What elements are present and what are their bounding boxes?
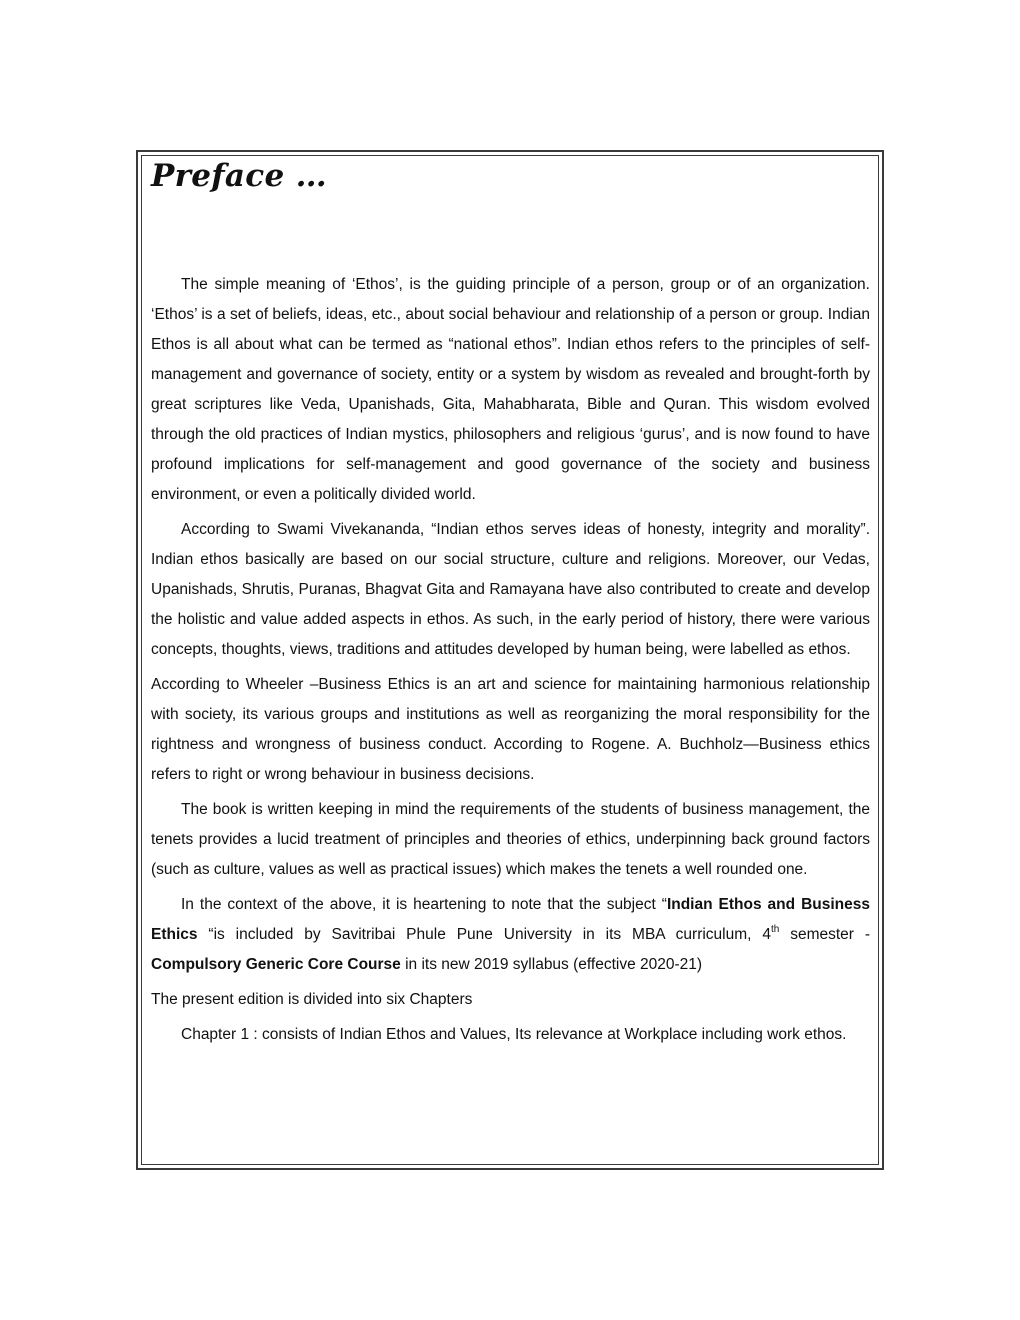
subject-name: Indian Ethos and Business Ethics: [151, 896, 870, 943]
paragraph-syllabus: [151, 890, 870, 980]
ordinal-suffix: th: [770, 924, 780, 935]
paragraph-ethos-meaning: The simple meaning of ‘Ethos’, is the guiding principle of a person, group or of an organization. ‘Ethos’ is a set of beliefs, ideas, etc., about social behaviour and relationship of a person or group. Indian Ethos is all about what can be termed as “national ethos”. Indian ethos refers to the principles of self-management and governance of society, entity or a system by wisdom as revealed and brought-forth by great scriptures like Veda, Upanishads, Gita, Mahabharata, Bible and Quran. This wisdom evolved through the old practices of Indian mystics, philosophers and religious ‘gurus’, and is now found to have profound implications for self-management and good governance of the society and business environment, or even a politically divided world.: [151, 276, 870, 503]
preface-body: [151, 270, 870, 1055]
course-type: Compulsory Generic Core Course: [151, 956, 401, 973]
paragraph-chapter-1: Chapter 1 : consists of Indian Ethos and Values, Its relevance at Workplace including work ethos.: [181, 1026, 847, 1043]
paragraph-edition: The present edition is divided into six Chapters: [151, 991, 473, 1008]
paragraph-book-purpose: The book is written keeping in mind the requirements of the students of business management, the tenets provides a lucid treatment of principles and theories of ethics, underpinning back ground factors (such as culture, values as well as practical issues) which makes the tenets a well rounded one.: [151, 801, 870, 878]
paragraph-wheeler: According to Wheeler –Business Ethics is an art and science for maintaining harmonious relationship with society, its various groups and institutions as well as reorganizing the moral responsibility for the rightness and wrongness of business conduct. According to Rogene. A. Buchholz—Business ethics refers to right or wrong behaviour in business decisions.: [151, 676, 870, 783]
syllabus-text-mid2: semester -: [779, 926, 871, 943]
page-title: Preface …: [151, 158, 327, 194]
syllabus-text-tail: in its new 2019 syllabus (effective 2020-21): [400, 956, 703, 973]
preface-frame: [136, 150, 884, 1170]
syllabus-text-lead: In the context of the above, it is heartening to note that the subject “: [181, 896, 667, 913]
paragraph-vivekananda: According to Swami Vivekananda, “Indian ethos serves ideas of honesty, integrity and morality”. Indian ethos basically are based on our social structure, culture and religions. Moreover, our Vedas, Upanishads, Shrutis, Puranas, Bhagvat Gita and Ramayana have also contributed to create and develop the holistic and value added aspects in ethos. As such, in the early period of history, there were various concepts, thoughts, views, traditions and attitudes developed by human being, were labelled as ethos.: [151, 521, 870, 658]
syllabus-text-mid: “is included by Savitribai Phule Pune University in its MBA curriculum, 4: [197, 926, 771, 943]
